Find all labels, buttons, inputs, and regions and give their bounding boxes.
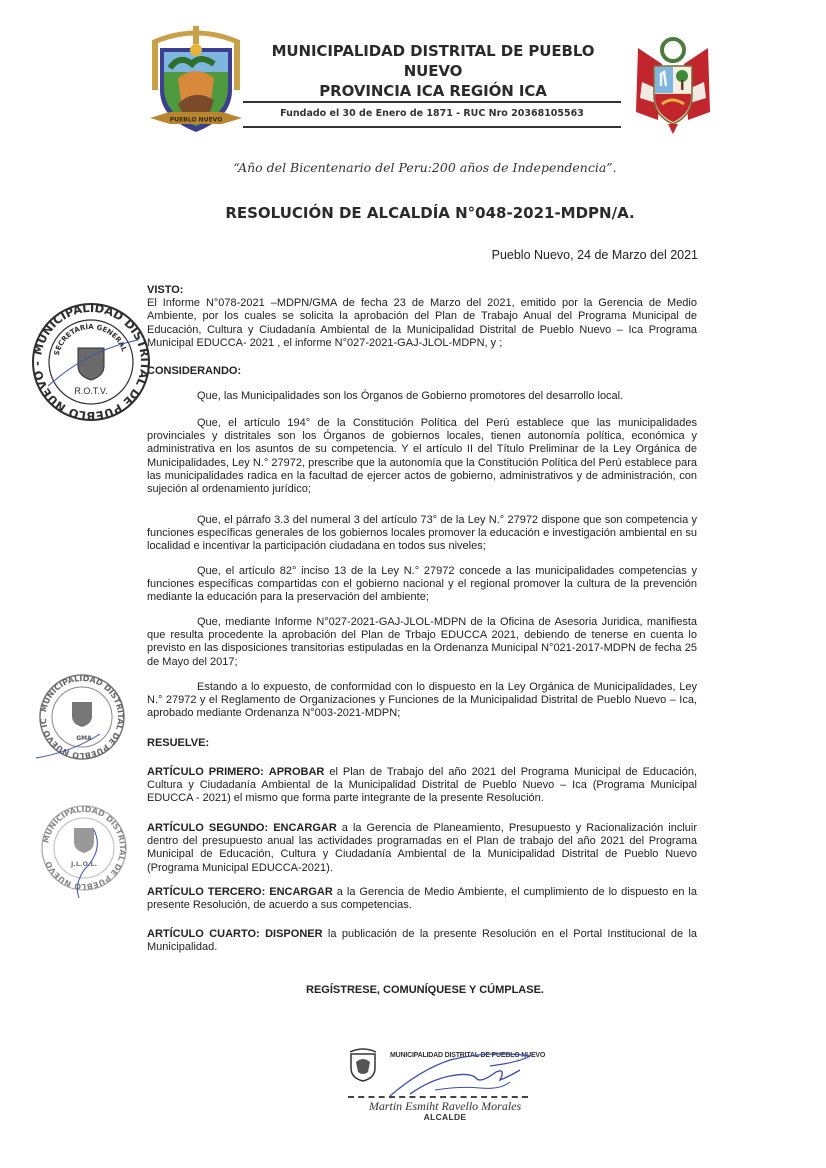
stamp-inner-text: SECRETARÍA GENERAL bbox=[52, 322, 129, 357]
municipality-name: MUNICIPALIDAD DISTRITAL DE PUEBLO NUEVO bbox=[271, 42, 595, 80]
considerando-p2 bbox=[147, 417, 697, 496]
considerando-p4 bbox=[147, 565, 697, 605]
header-rule-top bbox=[243, 101, 621, 103]
article-verb: APROBAR bbox=[268, 766, 325, 778]
province-region: PROVINCIA ICA REGIÓN ICA bbox=[319, 82, 547, 100]
signature-line bbox=[348, 1096, 528, 1098]
considerando-paragraph: Estando a lo expuesto, de conformidad con lo dispuesto en la Ley Orgánica de Municipalidades, Ley N.° 27972 y el Reglamento de Organizaciones y Funciones de la Municipalidad Distrital de Pueblo Nuevo – Ica, aprobado mediante Ordenanza N°003-2021-MDPN; bbox=[147, 681, 697, 720]
official-seal-icon bbox=[28, 300, 154, 424]
article-1 bbox=[147, 766, 697, 806]
signature-stamp-text: MUNICIPALIDAD DISTRITAL DE PUEBLO NUEVO bbox=[390, 1052, 546, 1059]
article-3 bbox=[147, 886, 697, 912]
considerando-p5 bbox=[147, 616, 697, 669]
header-title bbox=[243, 41, 623, 101]
article-verb: DISPONER bbox=[265, 928, 323, 940]
considerando-p6 bbox=[147, 681, 697, 721]
signature-seal bbox=[348, 1048, 378, 1082]
article-heading: ARTÍCULO CUARTO: bbox=[147, 928, 260, 940]
municipal-seal-icon bbox=[348, 1048, 378, 1082]
stamp-ring-text: MUNICIPALIDAD DISTRITAL DE PUEBLO NUEVO IC bbox=[38, 673, 126, 761]
article-heading: ARTÍCULO TERCERO: bbox=[147, 886, 266, 898]
considerando-paragraph: Que, las Municipalidades son los Órganos de Gobierno promotores del desarrollo local. bbox=[197, 390, 624, 402]
founded-ruc: Fundado el 30 de Enero de 1871 - RUC Nro 20368105563 bbox=[280, 108, 584, 119]
header-rule-bottom bbox=[243, 126, 621, 128]
article-text: a la Gerencia de Planeamiento, Presupuesto y Racionalización incluir dentro del presupuesto anual las actividades programadas en el Plan de trabajo del año 2021 del Programa Municipal de Educación, Cultura y Ciudadanía Ambiental de la Municipalidad Distrital de Pueblo Nuevo (Programa Municipal EDUCCA-2021). bbox=[147, 822, 697, 874]
place-date: Pueblo Nuevo, 24 de Marzo del 2021 bbox=[491, 248, 698, 262]
stamp-ring-text: MUNICIPALIDAD DISTRITAL DE PUEBLO NUEVO bbox=[41, 804, 128, 892]
stamp-initials: GMA bbox=[76, 735, 92, 742]
municipal-coat-of-arms-icon bbox=[148, 26, 244, 138]
stamp-initials: R.O.T.V. bbox=[74, 386, 108, 396]
article-text: el Plan de Trabajo del año 2021 del Programa Municipal de Educación, Cultura y Ciudadanía Ambiental de la Municipalidad Distrital de Pueblo Nuevo – Ica (Programa Municipal EDUCCA - 2021) el mismo que forma parte integrante de la presente Resolución. bbox=[147, 766, 697, 805]
logo-banner-text: PUEBLO NUEVO bbox=[169, 116, 223, 124]
considerando-paragraph: Que, el artículo 194° de la Constitución Política del Perú establece que las municipalidades provinciales y distritales son los Órganos de gobiernos locales, tienen autonomía política, económica y administrativa en los asuntos de su competencia. Y el artículo II del Título Preliminar de la Ley Orgánica de Municipalidades, Ley N.° 27972, prescribe que la autonomía que la Constitución Política del Perú establece para las municipalidades radica en la facultad de ejercer actos de gobierno, administrativos y de administración, con sujeción al ordenamiento jurídico; bbox=[147, 417, 697, 496]
year-motto: “Año del Bicentenario del Peru:200 años de Independencia”. bbox=[233, 160, 617, 175]
gaj-stamp bbox=[34, 800, 134, 900]
municipal-logo bbox=[148, 26, 244, 138]
article-heading: ARTÍCULO PRIMERO: bbox=[147, 766, 264, 778]
article-verb: ENCARGAR bbox=[273, 822, 337, 834]
gma-stamp bbox=[32, 672, 132, 762]
handwritten-signature bbox=[380, 1050, 540, 1100]
article-text: a la Gerencia de Medio Ambiente, el cumplimiento de lo dispuesto en la presente Resolución, de acuerdo a sus competencias. bbox=[147, 886, 697, 912]
considerando-paragraph: Que, mediante Informe N°027-2021-GAJ-JLOL-MDPN de la Oficina de Asesoria Juridica, manifiesta que resulta procedente la aprobación del Plan de Trbajo EDUCCA 2021, debiendo de tenerse en cuenta lo previsto en las disposiciones transitorias estipuladas en la Ordenanza Municipal N°021-2017-MDPN de fecha 25 de Mayo del 2017; bbox=[147, 616, 697, 668]
visto-text: El Informe N°078-2021 –MDPN/GMA de fecha 23 de Marzo del 2021, emitido por la Gerencia de Medio Ambiente, por los cuales se solicita la aprobación del Plan de Trabajo Anual del Programa Municipal de Educación, Cultura y Ciudadanía Ambiental de la Municipalidad Distrital de Pueblo Nuevo – Ica Programa Municipal EDUCCA- 2021 , el informe N°027-2021-GAJ-JLOL-MDPN, y ; bbox=[147, 297, 697, 349]
article-heading: ARTÍCULO SEGUNDO: bbox=[147, 822, 269, 834]
considerando-paragraph: Que, el párrafo 3.3 del numeral 3 del artículo 73° de la Ley N.° 27972 dispone que son competencia y funciones específicas generales de los gobiernos locales promover la educación e investigación ambiental en su localidad e incentivar la participación ciudadana en todos sus niveles; bbox=[147, 514, 697, 553]
article-verb: ENCARGAR bbox=[269, 886, 333, 898]
peru-coat-of-arms-icon bbox=[628, 34, 718, 136]
resuelve-label-wrap bbox=[147, 737, 697, 750]
considerando-p1 bbox=[147, 390, 697, 403]
stamp-ring-text: MUNICIPALIDAD DISTRITAL DE PUEBLO NUEVO - bbox=[29, 300, 153, 424]
official-seal-icon bbox=[34, 800, 134, 900]
considerando-p3 bbox=[147, 514, 697, 554]
stamp-initials: J.L.O.L. bbox=[71, 860, 97, 868]
considerando-label-wrap bbox=[147, 365, 697, 378]
considerando-paragraph: Que, el artículo 82° inciso 13 de la Ley N.° 27972 concede a las municipalidades competencias y funciones específicas compartidas con el gobierno nacional y el regional promover la cultura de la prevención mediante la educación para la preservación del ambiente; bbox=[147, 565, 697, 604]
resuelve-label: RESUELVE: bbox=[147, 737, 210, 749]
resolution-title: RESOLUCIÓN DE ALCALDÍA N°048-2021-MDPN/A. bbox=[225, 204, 635, 222]
mayor-name: Martin Esmiht Ravello Morales bbox=[368, 1099, 522, 1113]
article-2 bbox=[147, 822, 697, 875]
article-4 bbox=[147, 928, 697, 954]
visto-label: VISTO: bbox=[147, 284, 184, 296]
secretaria-general-stamp bbox=[28, 300, 154, 424]
mayor-role: ALCALDE bbox=[423, 1112, 467, 1122]
signature-scribble-icon bbox=[380, 1050, 540, 1100]
article-text: la publicación de la presente Resolución en el Portal Institucional de la Municipalidad. bbox=[147, 928, 698, 954]
visto-section bbox=[147, 284, 697, 350]
official-seal-icon bbox=[32, 672, 132, 762]
closing-formula: REGÍSTRESE, COMUNÍQUESE Y CÚMPLASE. bbox=[306, 984, 544, 996]
peru-coat-of-arms bbox=[628, 34, 718, 136]
considerando-label: CONSIDERANDO: bbox=[147, 365, 242, 377]
